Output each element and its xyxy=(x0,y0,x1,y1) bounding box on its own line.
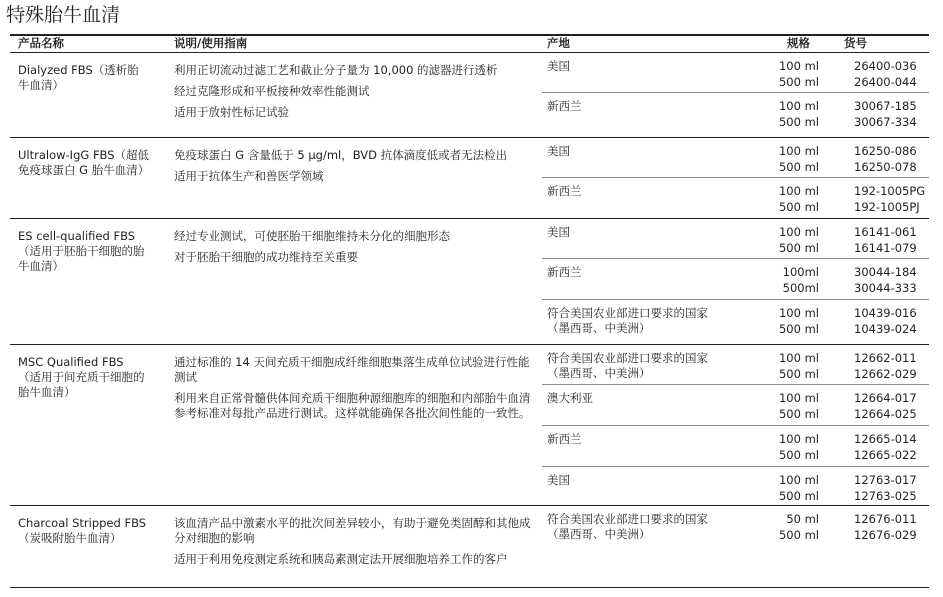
size-value: 100 ml xyxy=(778,59,819,73)
product-name: MSC Qualified FBS （适用于间充质干细胞的 胎牛血清） xyxy=(18,355,145,399)
origin-name: 美国 xyxy=(547,473,570,487)
catalog-number xyxy=(854,265,929,296)
column-header-catalog: 货号 xyxy=(844,36,867,50)
catalog-value: 16250-086 xyxy=(854,144,917,158)
catalog-value: 30044-184 xyxy=(854,265,917,279)
package-size xyxy=(739,512,819,543)
catalog-value: 16141-061 xyxy=(854,225,917,239)
origin-name: 新西兰 xyxy=(547,265,582,279)
package-size xyxy=(739,99,819,130)
catalog-value: 12676-029 xyxy=(854,527,917,542)
catalog-value: 12763-025 xyxy=(854,488,917,503)
size-value: 100 ml xyxy=(778,473,819,487)
size-value: 100 ml xyxy=(778,144,819,158)
catalog-value: 30067-334 xyxy=(854,114,917,129)
origin-row xyxy=(542,506,929,588)
catalog-value: 192-1005PJ xyxy=(854,199,920,214)
description-line: 对于胚胎干细胞的成功维持至关重要 xyxy=(174,250,358,264)
product-description xyxy=(174,148,536,190)
group-divider xyxy=(10,587,929,588)
description-line: 该血清产品中激素水平的批次间差异较小，有助于避免类固醇和其他成分对细胞的影响 xyxy=(174,516,531,545)
size-value: 500 ml xyxy=(778,447,819,462)
catalog-value: 10439-024 xyxy=(854,321,917,336)
product-name: Charcoal Stripped FBS （炭吸附胎牛血清） xyxy=(18,516,147,545)
size-value: 100ml xyxy=(782,265,819,279)
product-name: Dialyzed FBS（透析胎 牛血清） xyxy=(18,63,139,92)
product-description xyxy=(174,63,536,126)
description-line: 通过标准的 14 天间充质干细胞成纤维细胞集落生成单位试验进行性能测试 xyxy=(174,355,530,384)
size-value: 500 ml xyxy=(778,488,819,503)
product-group xyxy=(10,506,929,588)
catalog-number xyxy=(854,351,929,382)
origin-row xyxy=(542,53,929,93)
size-value: 100 ml xyxy=(778,432,819,446)
package-size xyxy=(739,432,819,463)
description-line: 利用来自正常骨髓供体间充质干细胞种源细胞库的细胞和内部胎牛血清参考标准对每批产品进行测试。这样就能确保各批次间性能的一致性。 xyxy=(174,391,531,420)
catalog-value: 16250-078 xyxy=(854,159,917,174)
package-size xyxy=(739,473,819,504)
product-description xyxy=(174,516,536,573)
size-value: 500 ml xyxy=(778,406,819,421)
origin-row xyxy=(542,259,929,300)
catalog-value: 12662-029 xyxy=(854,366,917,381)
origin-name: 美国 xyxy=(547,225,570,239)
description-line: 适用于抗体生产和兽医学领域 xyxy=(174,169,324,183)
size-value: 500 ml xyxy=(778,114,819,129)
origin-row xyxy=(542,219,929,259)
package-size xyxy=(739,351,819,382)
catalog-number xyxy=(854,432,929,463)
description-line: 经过克隆形成和平板接种效率性能测试 xyxy=(174,84,370,98)
description-line: 经过专业测试，可使胚胎干细胞维持未分化的细胞形态 xyxy=(174,229,450,243)
page-title: 特殊胎牛血清 xyxy=(6,4,121,26)
size-value: 50 ml xyxy=(786,512,819,526)
description-line: 适用于利用免疫测定系统和胰岛素测定法开展细胞培养工作的客户 xyxy=(174,552,508,566)
origin-name: 新西兰 xyxy=(547,432,582,446)
column-header-origin: 产地 xyxy=(547,36,570,50)
origin-row xyxy=(542,93,929,138)
origin-row xyxy=(542,426,929,467)
package-size xyxy=(739,59,819,90)
size-value: 500 ml xyxy=(778,74,819,89)
catalog-value: 192-1005PG xyxy=(854,184,926,198)
origin-name: 新西兰 xyxy=(547,99,582,113)
origin-name: 新西兰 xyxy=(547,184,582,198)
size-value: 500 ml xyxy=(778,159,819,174)
catalog-number xyxy=(854,512,929,543)
origin-name: 符合美国农业部进口要求的国家 （墨西哥、中美洲） xyxy=(547,351,708,380)
catalog-number xyxy=(854,473,929,504)
origin-name: 美国 xyxy=(547,144,570,158)
size-value: 500 ml xyxy=(778,240,819,255)
size-value: 500 ml xyxy=(778,199,819,214)
size-value: 100 ml xyxy=(778,391,819,405)
product-group xyxy=(10,53,929,138)
column-header-size: 规格 xyxy=(787,36,810,50)
catalog-value: 12665-014 xyxy=(854,432,917,446)
catalog-value: 30044-333 xyxy=(854,280,917,295)
catalog-number xyxy=(854,184,929,215)
product-description xyxy=(174,229,536,271)
catalog-value: 12676-011 xyxy=(854,512,917,526)
catalog-number xyxy=(854,99,929,130)
catalog-value: 12664-025 xyxy=(854,406,917,421)
size-value: 100 ml xyxy=(778,184,819,198)
origin-name: 符合美国农业部进口要求的国家 （墨西哥、中美洲） xyxy=(547,512,708,541)
package-size xyxy=(739,144,819,175)
size-value: 500 ml xyxy=(778,527,819,542)
product-name: ES cell-qualified FBS （适用于胚胎干细胞的胎 牛血清） xyxy=(18,229,145,273)
package-size xyxy=(739,391,819,422)
size-value: 100 ml xyxy=(778,351,819,365)
catalog-number xyxy=(854,144,929,175)
catalog-value: 26400-036 xyxy=(854,59,917,73)
size-value: 100 ml xyxy=(778,225,819,239)
catalog-number xyxy=(854,225,929,256)
catalog-value: 16141-079 xyxy=(854,240,917,255)
catalog-number xyxy=(854,306,929,337)
product-group xyxy=(10,345,929,506)
catalog-value: 26400-044 xyxy=(854,74,917,89)
catalog-value: 10439-016 xyxy=(854,306,917,320)
size-value: 500 ml xyxy=(778,321,819,336)
origin-name: 美国 xyxy=(547,59,570,73)
catalog-value: 12662-011 xyxy=(854,351,917,365)
product-description xyxy=(174,355,536,427)
catalog-number xyxy=(854,391,929,422)
column-header-product: 产品名称 xyxy=(18,36,64,50)
size-value: 100 ml xyxy=(778,99,819,113)
origin-row xyxy=(542,467,929,506)
catalog-number xyxy=(854,59,929,90)
package-size xyxy=(739,306,819,337)
origin-name: 澳大利亚 xyxy=(547,391,593,405)
description-line: 适用于放射性标记试验 xyxy=(174,105,289,119)
product-group xyxy=(10,138,929,219)
package-size xyxy=(739,265,819,296)
catalog-value: 30067-185 xyxy=(854,99,917,113)
product-name: Ultralow-IgG FBS（超低 免疫球蛋白 G 胎牛血清） xyxy=(18,148,150,177)
origin-name: 符合美国农业部进口要求的国家 （墨西哥、中美洲） xyxy=(547,306,708,335)
product-group xyxy=(10,219,929,345)
origin-row xyxy=(542,345,929,385)
package-size xyxy=(739,184,819,215)
size-value: 100 ml xyxy=(778,306,819,320)
catalog-value: 12665-022 xyxy=(854,447,917,462)
origin-row xyxy=(542,385,929,426)
size-value: 500 ml xyxy=(778,366,819,381)
description-line: 利用正切流动过滤工艺和截止分子量为 10,000 的滤器进行透析 xyxy=(174,63,498,77)
size-value: 500ml xyxy=(782,280,819,295)
catalog-value: 12664-017 xyxy=(854,391,917,405)
origin-row xyxy=(542,178,929,219)
description-line: 免疫球蛋白 G 含量低于 5 μg/ml，BVD 抗体滴度低或者无法检出 xyxy=(174,148,508,162)
column-header-description: 说明/使用指南 xyxy=(174,36,248,50)
origin-row xyxy=(542,300,929,345)
catalog-value: 12763-017 xyxy=(854,473,917,487)
package-size xyxy=(739,225,819,256)
origin-row xyxy=(542,138,929,178)
